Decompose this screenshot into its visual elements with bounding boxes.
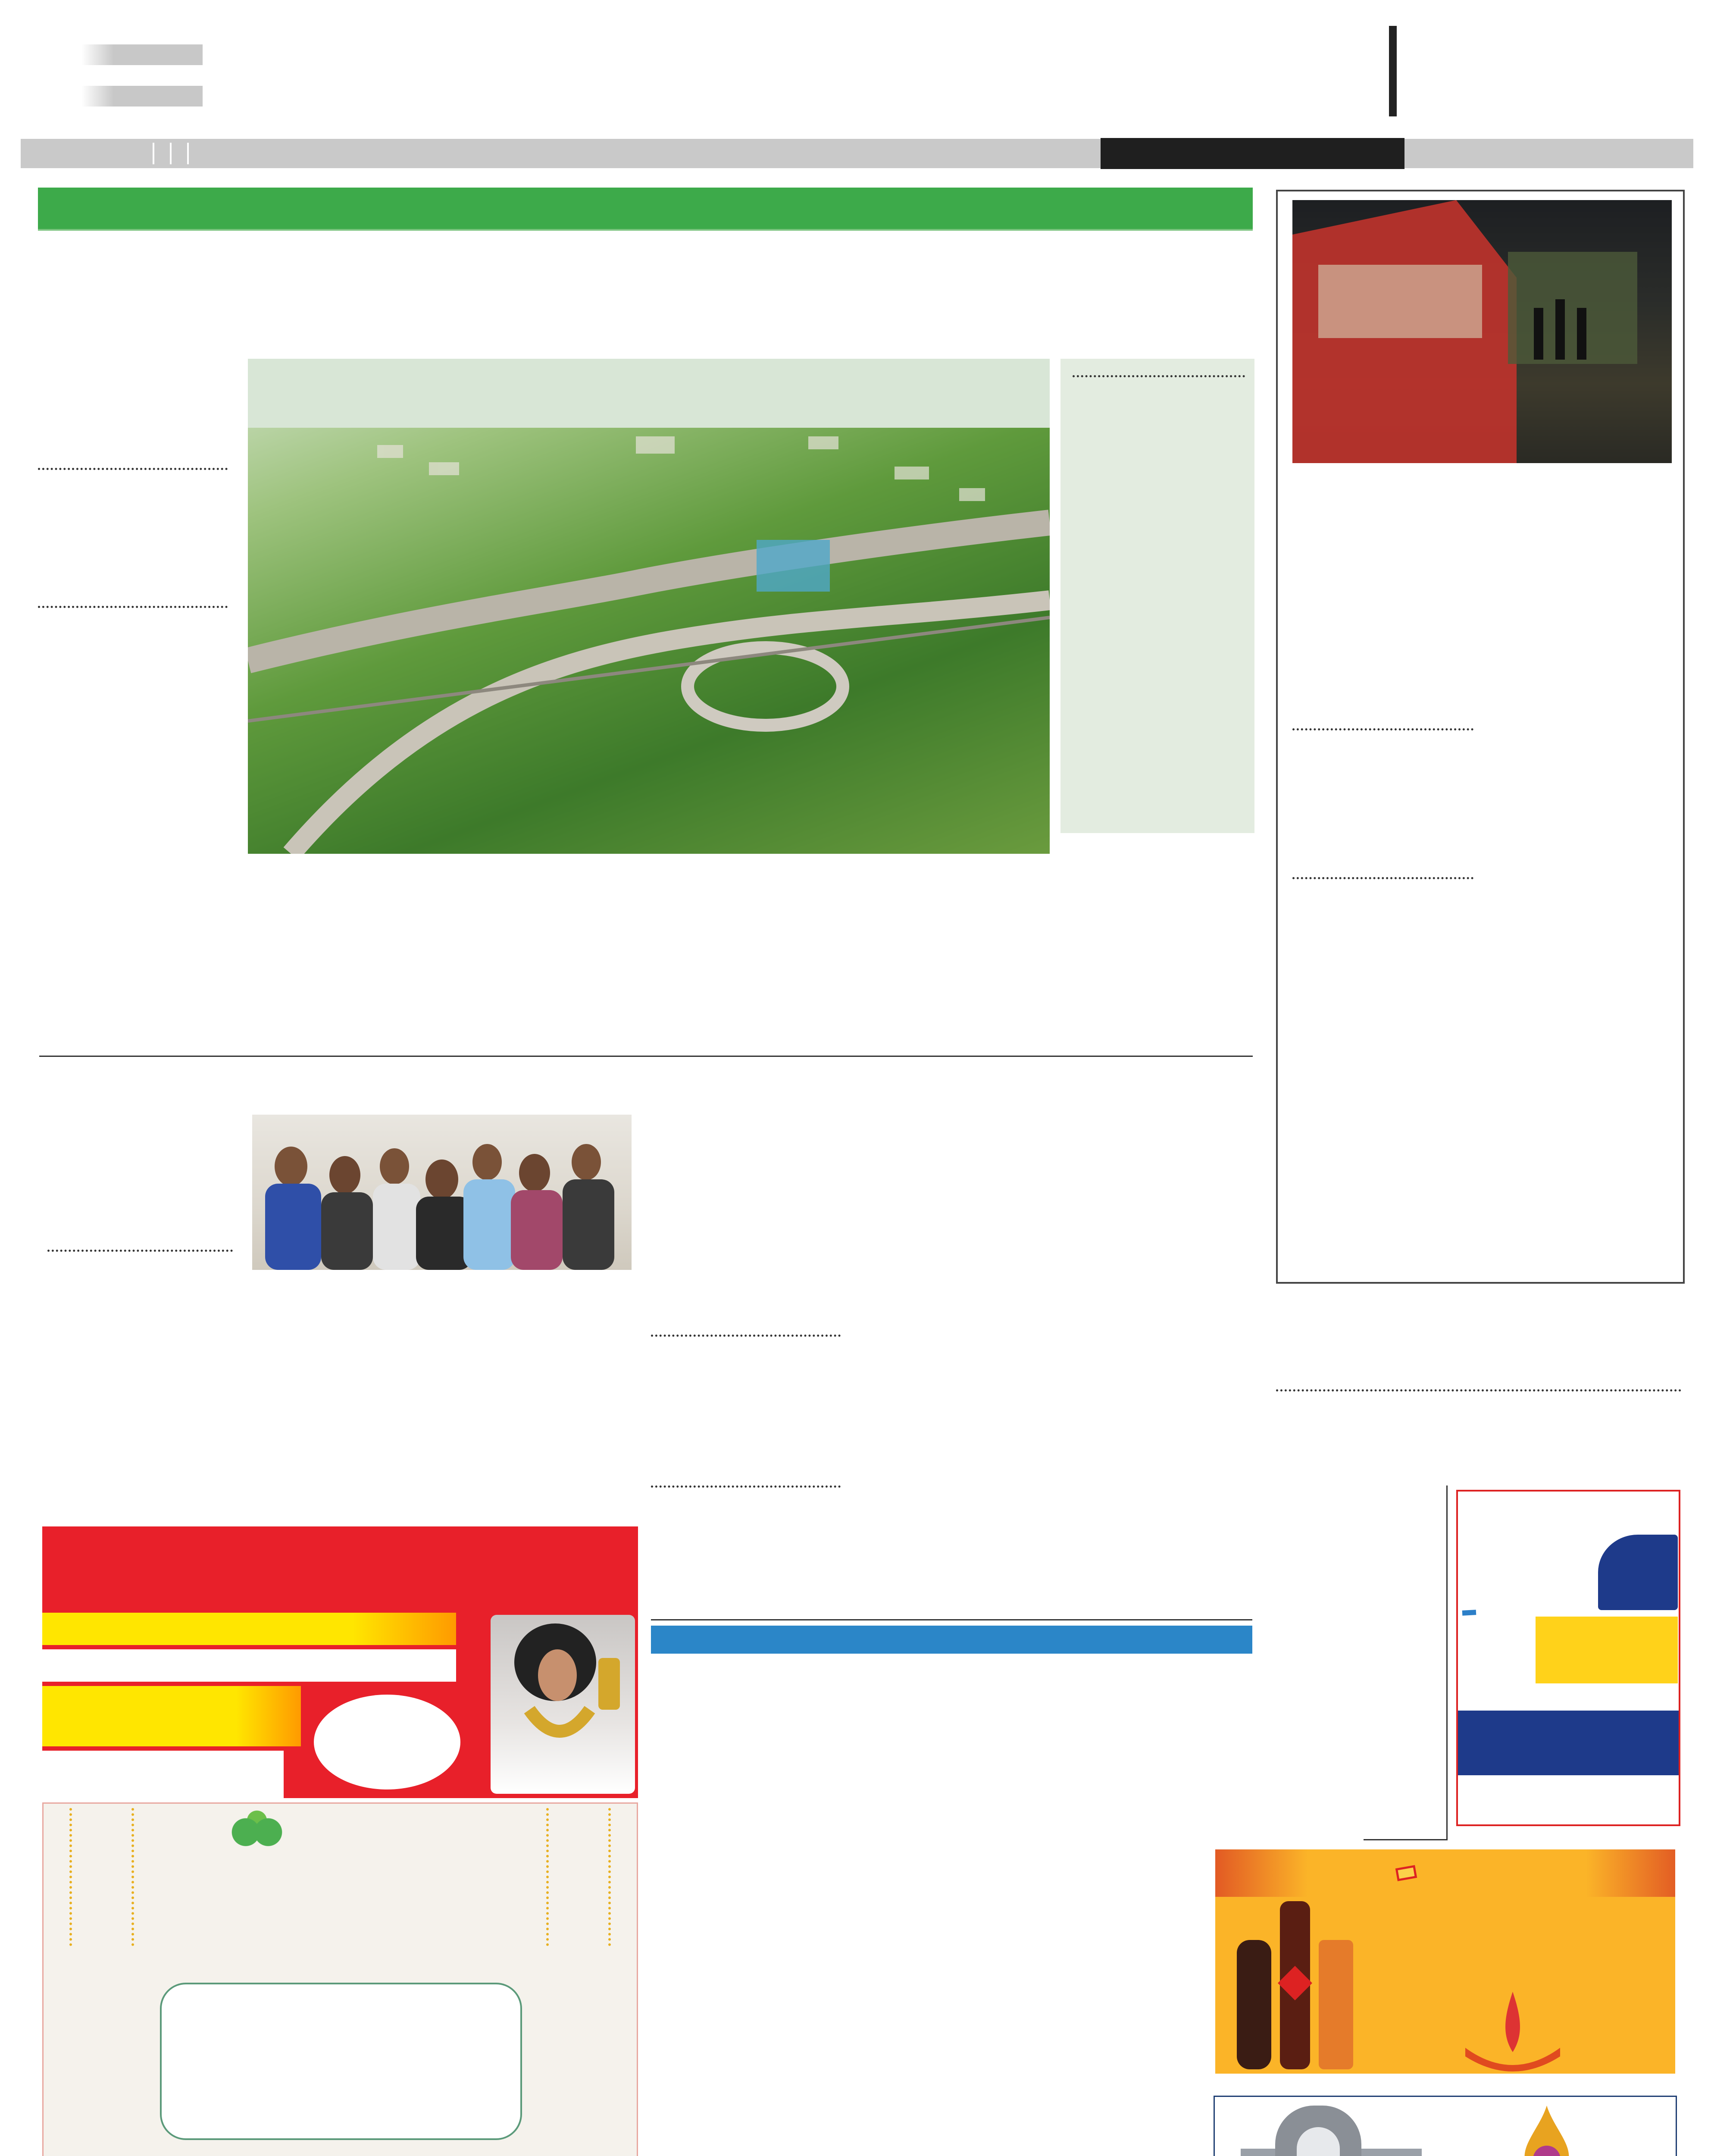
- lead-strap: [38, 188, 1253, 231]
- bus-accident-photo: [1292, 200, 1672, 463]
- leaf-icon: [229, 1809, 285, 1848]
- healfirst-emergency-box: [160, 1983, 522, 2140]
- sosyo-ad[interactable]: [1214, 1848, 1677, 2075]
- healfirst-logo: [225, 1804, 526, 1851]
- nirmal-hospital-ad[interactable]: [1214, 2096, 1677, 2156]
- jeweller-ad[interactable]: [42, 1526, 638, 1798]
- jeweller-model-photo: [491, 1615, 635, 1794]
- dang-strap: [651, 1626, 1252, 1654]
- diya-icon: [1448, 1992, 1577, 2075]
- jeweller-bullet-1: [42, 1613, 456, 1645]
- date-badge: [1101, 138, 1404, 169]
- vapi-body-bottom: [1276, 1591, 1442, 1839]
- healfirst-lamp-left: [69, 1808, 134, 1946]
- lead-body-col2: [248, 865, 438, 1054]
- healfirst-ad[interactable]: [42, 1802, 638, 2156]
- modi-price-badge: [1598, 1535, 1678, 1610]
- sosyo-bottles-illustration: [1232, 1893, 1362, 2074]
- jeweller-burst: [314, 1695, 460, 1789]
- saputara-box: [1276, 190, 1685, 1284]
- jeweller-bullet-4: [42, 1751, 284, 1798]
- saputara-body-right: [1486, 582, 1672, 1274]
- logo: [1410, 34, 1686, 103]
- lead-body-col6: [1060, 865, 1254, 1054]
- flyover-illustration: [248, 359, 1050, 854]
- diya-drop-icon: [1521, 2106, 1573, 2156]
- sidebar-story: [1060, 359, 1254, 833]
- lead-body-col5: [849, 865, 1039, 1054]
- sidebar-body: [1073, 382, 1245, 675]
- modi-resorts-ad[interactable]: [1456, 1490, 1680, 1826]
- modi-phones: [1458, 1711, 1679, 1775]
- weather-row: [41, 44, 203, 65]
- weather-box: [26, 24, 203, 127]
- modi-yellow-panel: [1536, 1617, 1678, 1683]
- masthead-divider: [1389, 26, 1397, 116]
- jeweller-bullet-2: [42, 1649, 456, 1682]
- jeweller-bullet-3: [42, 1686, 301, 1746]
- lead-body-col4: [649, 865, 838, 1054]
- gambling-body-col2: [244, 1276, 429, 1475]
- valsad-body-col3: [1052, 1197, 1246, 1613]
- gambling-body-col3: [440, 1276, 625, 1475]
- modi-resorts-label: [1462, 1610, 1476, 1616]
- rob-render-photo: [248, 359, 1050, 854]
- saputara-body-left: [1292, 886, 1473, 1274]
- weather-row: [41, 65, 203, 86]
- contact-bar: [21, 139, 1693, 168]
- gambling-body-col1: [47, 1276, 233, 1475]
- weather-row: [41, 107, 203, 127]
- valsad-body-col2: [851, 1197, 1041, 1613]
- healfirst-lamp-right: [546, 1808, 611, 1946]
- valsad-body-col1: [651, 1507, 841, 1613]
- gambling-accused-photo: [252, 1115, 632, 1270]
- lead-body-col3: [448, 865, 638, 1054]
- hospital-building-illustration: [1223, 2097, 1435, 2156]
- weather-row: [41, 86, 203, 107]
- lead-body-col1: [38, 619, 228, 1054]
